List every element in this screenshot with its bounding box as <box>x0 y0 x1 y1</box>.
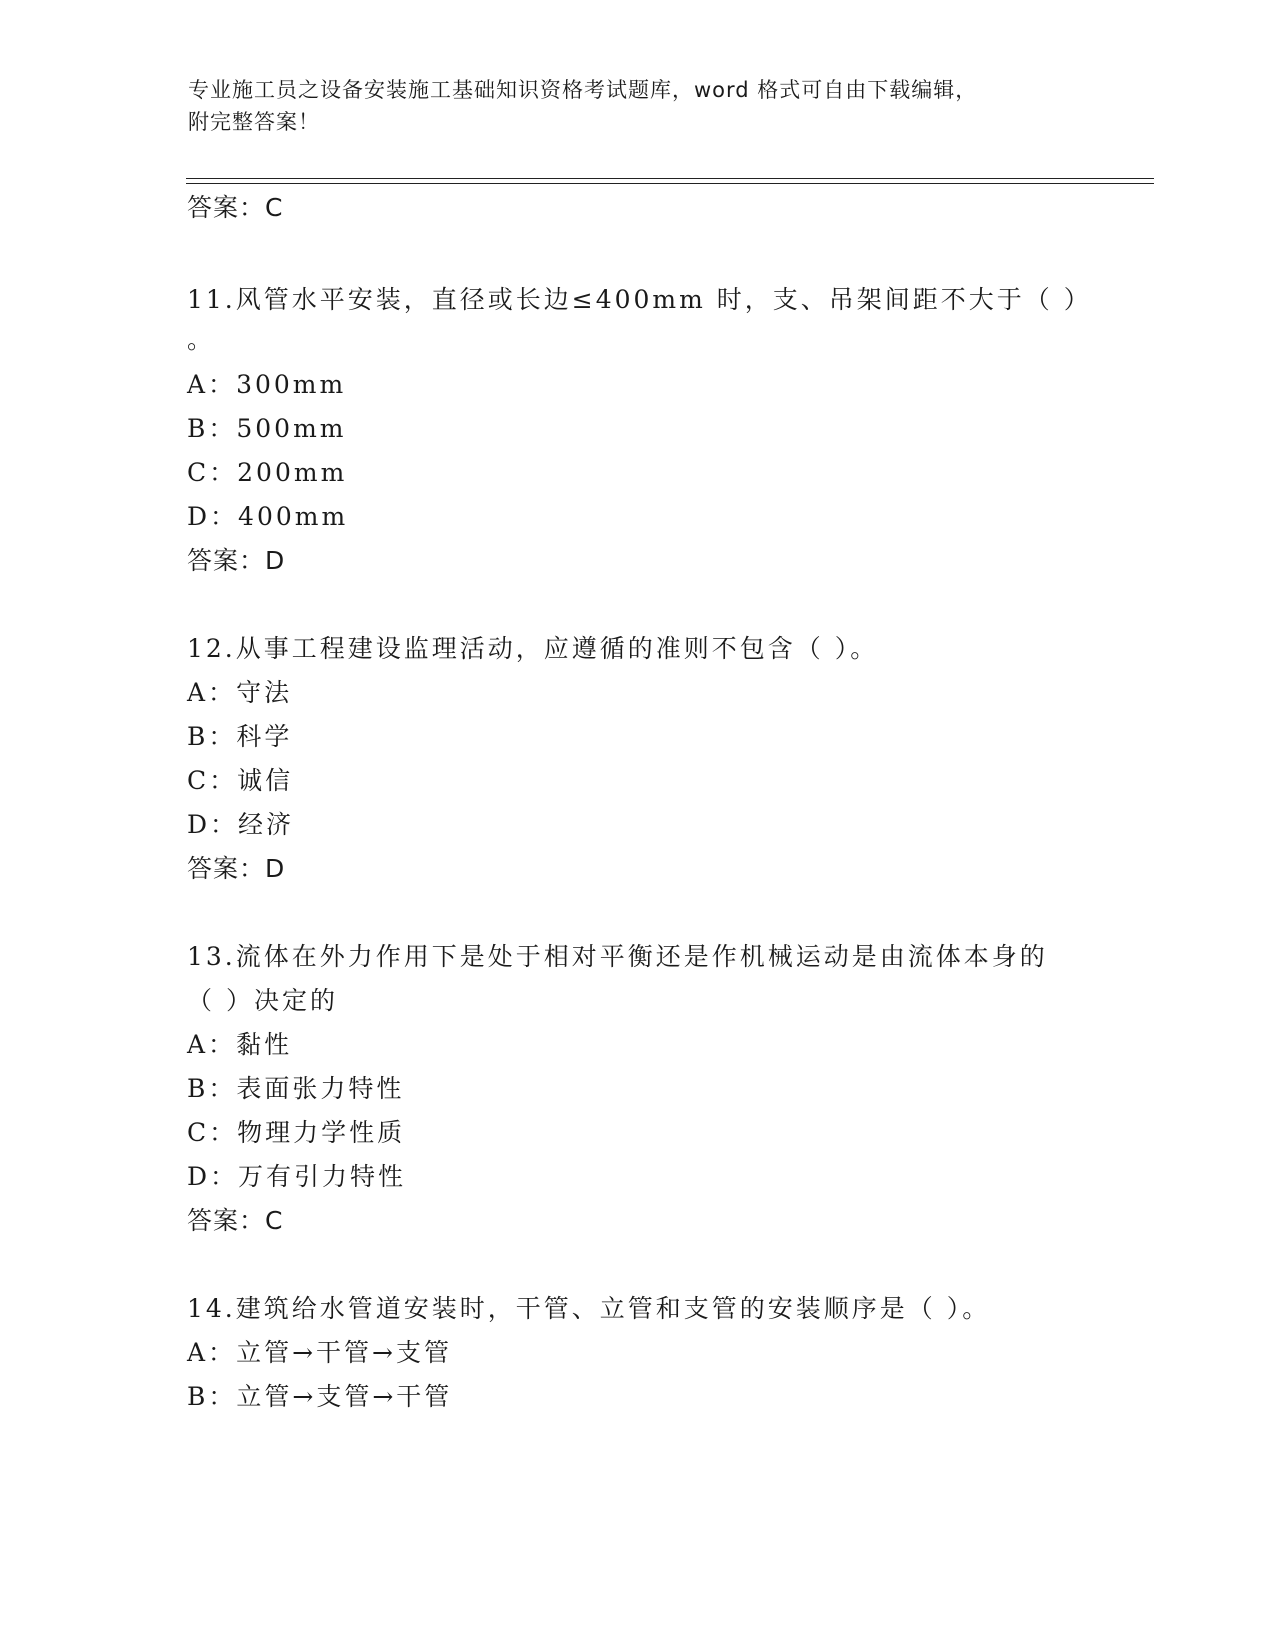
question-13-stem-cont: （ ）决定的 <box>187 986 338 1015</box>
option-label: A： <box>187 1338 237 1367</box>
question-12-option-d <box>187 810 294 840</box>
document-header <box>188 74 1088 138</box>
header-divider-top <box>186 178 1154 179</box>
option-label: B： <box>187 1074 237 1103</box>
option-text: 300mm <box>236 370 347 399</box>
option-label: D： <box>187 810 239 839</box>
header-line-1: 专业施工员之设备安装施工基础知识资格考试题库，word 格式可自由下载编辑， <box>188 78 978 102</box>
header-divider-bottom <box>186 183 1154 184</box>
question-12-option-c <box>187 766 293 796</box>
question-13-stem: 13.流体在外力作用下是处于相对平衡还是作机械运动是由流体本身的 <box>187 942 1048 971</box>
question-12-option-b <box>187 722 292 752</box>
option-text: 黏性 <box>236 1030 293 1059</box>
question-13-option-b <box>187 1074 404 1104</box>
option-label: D： <box>187 502 239 531</box>
option-text: 立管→支管→干管 <box>236 1382 453 1411</box>
option-text: 万有引力特性 <box>238 1162 407 1191</box>
question-12-stem: 12.从事工程建设监理活动，应遵循的准则不包含（ ）。 <box>187 634 879 663</box>
option-label: B： <box>187 722 237 751</box>
question-14-option-a <box>187 1338 452 1368</box>
question-11-option-d <box>187 502 348 532</box>
option-label: A： <box>187 1030 237 1059</box>
question-14-option-b <box>187 1382 452 1412</box>
question-12-option-a <box>187 678 292 708</box>
option-text: 400mm <box>238 502 349 531</box>
question-11-option-a <box>187 370 346 400</box>
option-text: 500mm <box>236 414 347 443</box>
option-label: C： <box>187 766 238 795</box>
option-label: D： <box>187 1162 239 1191</box>
question-12-answer: 答案：D <box>187 854 286 883</box>
option-label: B： <box>187 1382 237 1411</box>
option-text: 诚信 <box>237 766 294 795</box>
question-14-stem: 14.建筑给水管道安装时，干管、立管和支管的安装顺序是（ ）。 <box>187 1294 991 1323</box>
question-13-answer: 答案：C <box>187 1206 284 1235</box>
question-11-stem-cont: 。 <box>187 325 216 354</box>
question-13-option-d <box>187 1162 406 1192</box>
option-text: 物理力学性质 <box>237 1118 406 1147</box>
option-label: A： <box>187 370 237 399</box>
question-11-option-b <box>187 414 347 444</box>
question-13-option-a <box>187 1030 292 1060</box>
option-text: 立管→干管→支管 <box>236 1338 452 1367</box>
option-text: 科学 <box>236 722 293 751</box>
header-line-2: 附完整答案！ <box>188 110 320 134</box>
question-11-option-c <box>187 458 347 488</box>
option-label: C： <box>187 1118 238 1147</box>
question-11-answer: 答案：D <box>187 546 286 575</box>
option-text: 守法 <box>236 678 293 707</box>
option-text: 200mm <box>237 458 348 487</box>
option-text: 经济 <box>238 810 295 839</box>
question-11-stem: 11.风管水平安装，直径或长边≤400mm 时，支、吊架间距不大于（ ） <box>187 285 1092 314</box>
question-13-option-c <box>187 1118 405 1148</box>
previous-answer: 答案：C <box>187 193 284 222</box>
option-label: B： <box>187 414 237 443</box>
option-label: C： <box>187 458 238 487</box>
option-text: 表面张力特性 <box>236 1074 405 1103</box>
option-label: A： <box>187 678 237 707</box>
